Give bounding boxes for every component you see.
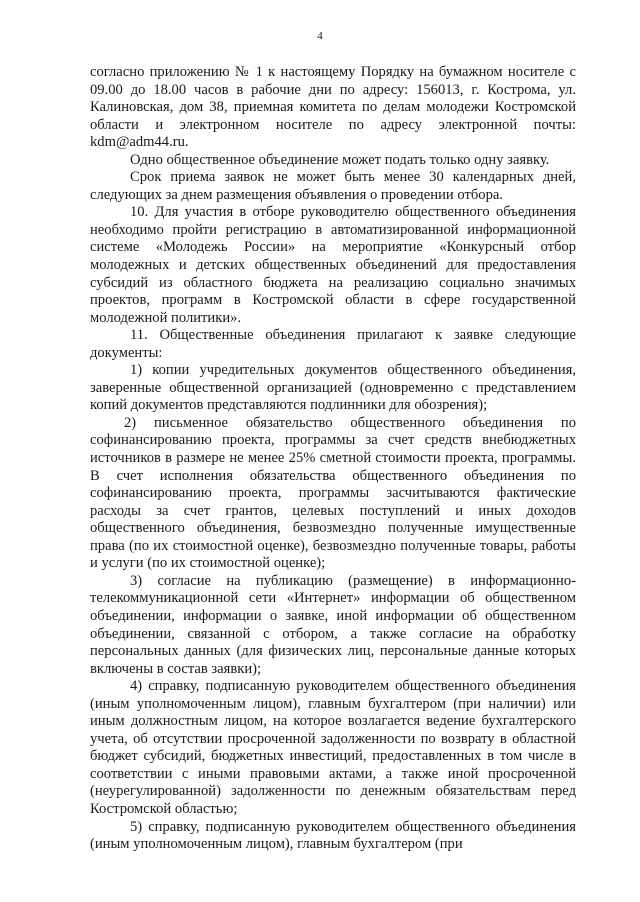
list-item-1: 1) копии учредительных документов общественного объединения, заверенные общественной организацией (одновременно с представлением копий документов представляются подлинники для обозрения); <box>90 362 576 414</box>
paragraph-deadline: Срок приема заявок не может быть менее 30 календарных дней, следующих за днем размещения объявления о проведении отбора. <box>90 169 576 203</box>
page-number: 4 <box>317 30 323 42</box>
list-item-4: 4) справку, подписанную руководителем общественного объединения (иным уполномоченным лицом), главным бухгалтером (при наличии) или иным должностным лицом, на которое возлагается ведение бухгалтерского учета, об отсутствии просроченной задолженности по возврату в областной бюджет субсидий, бюджетных инвестиций, предоставленных в том числе в соответствии с иными правовыми актами, а также иной просроченной (неурегулированной) задолженности по денежным обязательствам перед Костромской областью; <box>90 678 576 817</box>
paragraph-clause-11: 11. Общественные объединения прилагают к заявке следующие документы: <box>90 327 576 361</box>
document-body <box>90 64 576 854</box>
list-item-2: 2) письменное обязательство общественного объединения по софинансированию проекта, программы за счет средств внебюджетных источников в размере не менее 25% сметной стоимости проекта, программы. В счет исполнения обязательства общественного объединения по софинансированию проекта, программы засчитываются фактические расходы за счет грантов, целевых поступлений и иных доходов общественного объединения, безвозмездно полученные имущественные права (по их стоимостной оценке), безвозмездно полученные товары, работы и услуги (по их стоимостной оценке); <box>90 414 576 572</box>
paragraph-clause-10: 10. Для участия в отборе руководителю общественного объединения необходимо пройти регистрацию в автоматизированной информационной системе «Молодежь России» на мероприятие «Конкурсный отбор молодежных и детских общественных объединений для предоставления субсидий из областного бюджета на реализацию социально значимых проектов, программ в Костромской области в сфере государственной молодежной политики». <box>90 204 576 326</box>
list-item-3: 3) согласие на публикацию (размещение) в информационно-телекоммуникационной сети «Интернет» информации об общественном объединении, информации о заявке, иной информации об общественном объединении, связанной с отбором, а также согласие на обработку персональных данных (для физических лиц, персональные данные которых включены в состав заявки); <box>90 572 576 677</box>
paragraph-address: согласно приложению № 1 к настоящему Порядку на бумажном носителе с 09.00 до 18.00 часов в рабочие дни по адресу: 156013, г. Кострома, ул. Калиновская, дом 38, приемная комитета по делам молодежи Костромской области и электронном носителе по адресу электронной почты: kdm@adm44.ru. <box>90 64 576 151</box>
list-item-5: 5) справку, подписанную руководителем общественного объединения (иным уполномоченным лицом), главным бухгалтером (при <box>90 818 576 853</box>
paragraph-one-application: Одно общественное объединение может подать только одну заявку. <box>130 151 550 168</box>
